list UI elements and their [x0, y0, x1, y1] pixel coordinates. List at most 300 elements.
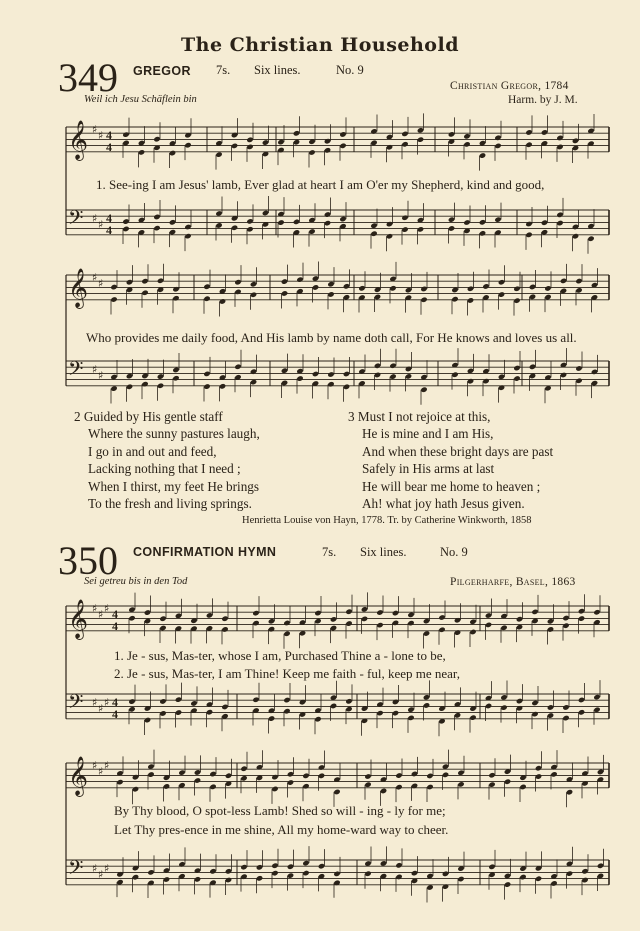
sharp-icon: ♯ [98, 218, 104, 231]
note-head [271, 862, 278, 868]
note-head [268, 626, 275, 632]
note-head [293, 219, 300, 225]
note-head [250, 281, 257, 287]
note-head [392, 610, 399, 616]
note-head [575, 278, 582, 284]
time-signature: 4 [112, 619, 118, 633]
note-head [547, 704, 554, 710]
note-head [132, 786, 139, 792]
note-head [141, 290, 148, 296]
note-head [206, 709, 213, 715]
note-head [376, 622, 383, 628]
note-head [126, 373, 133, 379]
note-head [194, 769, 201, 775]
note-head [547, 712, 554, 718]
note-head [535, 773, 542, 779]
note-head [395, 862, 402, 868]
note-head [407, 715, 414, 721]
tune-name-349: GREGOR [133, 64, 191, 78]
note-head [370, 128, 377, 134]
note-head [500, 625, 507, 631]
note-head [361, 606, 368, 612]
time-signature: 4 [112, 707, 118, 721]
note-head [581, 868, 588, 874]
number-label-350: No. 9 [440, 545, 468, 559]
note-head [262, 139, 269, 145]
note-head [293, 139, 300, 145]
verse-line: Ah! what joy hath Jesus given. [362, 496, 525, 512]
note-head [330, 616, 337, 622]
verse-line: And when these bright days are past [362, 443, 554, 459]
note-head [488, 864, 495, 870]
note-head [547, 626, 554, 632]
note-head [386, 233, 393, 239]
note-head [281, 380, 288, 386]
note-head [442, 772, 449, 778]
note-head [268, 618, 275, 624]
hymn-number-349: 349 [58, 55, 118, 100]
sharp-icon: ♯ [98, 608, 104, 621]
sharp-icon: ♯ [92, 862, 98, 875]
sharp-icon: ♯ [104, 696, 110, 709]
note-head [463, 219, 470, 225]
note-head [159, 698, 166, 704]
note-head [581, 877, 588, 883]
note-head [296, 375, 303, 381]
note-head [457, 781, 464, 787]
note-head [531, 609, 538, 615]
note-head [560, 288, 567, 294]
verse-line: Where the sunny pastures laugh, [88, 426, 260, 442]
note-head [531, 700, 538, 706]
note-head [541, 129, 548, 135]
note-head [293, 130, 300, 136]
note-head [420, 297, 427, 303]
note-head [221, 626, 228, 632]
sharp-icon: ♯ [104, 602, 110, 615]
note-head [240, 864, 247, 870]
lines-350: Six lines. [360, 545, 407, 559]
note-head [221, 704, 228, 710]
note-head [454, 712, 461, 718]
note-head [593, 707, 600, 713]
note-head [597, 769, 604, 775]
verse-line: To the fresh and living springs. [88, 496, 252, 512]
note-head [268, 715, 275, 721]
note-head [454, 629, 461, 635]
note-head [513, 297, 520, 303]
note-head [479, 152, 486, 158]
treble-clef-icon: 𝄞 [68, 756, 89, 796]
lyric-350-1b: 2. Je - sus, Mas-ter, I am Thine! Keep me faith - ful, keep me near, [114, 666, 460, 681]
note-head [240, 775, 247, 781]
note-head [343, 371, 350, 377]
note-head [110, 385, 117, 391]
note-head [312, 284, 319, 290]
note-head [525, 129, 532, 135]
sharp-icon: ♯ [98, 277, 104, 290]
note-head [287, 872, 294, 878]
note-head [556, 212, 563, 218]
note-head [157, 278, 164, 284]
note-head [215, 151, 222, 157]
verse-line: Lacking nothing that I need ; [88, 461, 241, 477]
bass-clef-icon: 𝄢 [68, 856, 84, 884]
number-label-349: No. 9 [336, 63, 364, 77]
time-signature: 4 [112, 695, 118, 709]
time-signature: 4 [106, 223, 112, 237]
note-head [451, 296, 458, 302]
note-head [147, 869, 154, 875]
note-head [485, 703, 492, 709]
note-head [500, 694, 507, 700]
note-head [361, 616, 368, 622]
note-head [178, 769, 185, 775]
note-head [364, 773, 371, 779]
note-head [231, 225, 238, 231]
note-head [392, 710, 399, 716]
note-head [144, 609, 151, 615]
note-head [562, 622, 569, 628]
note-head [287, 863, 294, 869]
note-head [380, 860, 387, 866]
note-head [203, 283, 210, 289]
note-head [572, 233, 579, 239]
note-head [215, 210, 222, 216]
note-head [401, 226, 408, 232]
note-head [451, 371, 458, 377]
note-head [498, 374, 505, 380]
credit-349: Henrietta Louise von Hayn, 1778. Tr. by Catherine Winkworth, 1858 [242, 515, 532, 526]
note-head [234, 364, 241, 370]
note-head [246, 226, 253, 232]
note-head [525, 232, 532, 238]
note-head [116, 779, 123, 785]
note-head [343, 283, 350, 289]
note-head [525, 221, 532, 227]
note-head [469, 629, 476, 635]
note-head [392, 620, 399, 626]
note-head [246, 144, 253, 150]
note-head [529, 294, 536, 300]
sharp-icon: ♯ [104, 759, 110, 772]
note-head [225, 773, 232, 779]
meter-349: 7s. [216, 63, 231, 77]
note-head [141, 381, 148, 387]
note-head [426, 773, 433, 779]
note-head [172, 295, 179, 301]
note-head [566, 789, 573, 795]
note-head [339, 143, 346, 149]
note-head [467, 297, 474, 303]
note-head [482, 283, 489, 289]
note-head [401, 131, 408, 137]
note-head [575, 287, 582, 293]
note-head [225, 877, 232, 883]
note-head [395, 784, 402, 790]
note-head [498, 291, 505, 297]
note-head [256, 864, 263, 870]
treble-clef-icon: 𝄞 [68, 268, 89, 308]
note-head [562, 704, 569, 710]
note-head [271, 870, 278, 876]
verse-line: 2 Guided by His gentle staff [74, 409, 223, 424]
sharp-icon: ♯ [92, 212, 98, 225]
note-head [324, 147, 331, 153]
note-head [488, 772, 495, 778]
note-head [448, 225, 455, 231]
note-head [423, 702, 430, 708]
note-head [345, 620, 352, 626]
note-head [376, 609, 383, 615]
note-head [494, 216, 501, 222]
note-head [302, 870, 309, 876]
sharp-icon: ♯ [98, 868, 104, 881]
harm-349: Harm. by J. M. [508, 94, 578, 106]
note-head [401, 215, 408, 221]
note-head [556, 144, 563, 150]
note-head [556, 135, 563, 141]
note-head [389, 363, 396, 369]
note-head [407, 706, 414, 712]
note-head [370, 140, 377, 146]
note-head [163, 783, 170, 789]
note-head [256, 875, 263, 881]
note-head [463, 133, 470, 139]
bass-clef-icon: 𝄢 [68, 206, 84, 234]
note-head [513, 286, 520, 292]
note-head [544, 294, 551, 300]
note-head [240, 765, 247, 771]
note-head [194, 876, 201, 882]
sharp-icon: ♯ [98, 129, 104, 142]
note-head [467, 378, 474, 384]
sharp-icon: ♯ [92, 271, 98, 284]
note-head [405, 287, 412, 293]
note-head [420, 286, 427, 292]
note-head [203, 383, 210, 389]
note-head [144, 717, 151, 723]
note-head [392, 699, 399, 705]
note-head [324, 220, 331, 226]
note-head [128, 615, 135, 621]
note-head [485, 622, 492, 628]
note-head [374, 294, 381, 300]
sharp-icon: ♯ [98, 702, 104, 715]
note-head [283, 631, 290, 637]
note-head [330, 625, 337, 631]
note-head [438, 614, 445, 620]
note-head [575, 378, 582, 384]
note-head [386, 221, 393, 227]
note-head [277, 147, 284, 153]
note-head [250, 368, 257, 374]
note-head [283, 697, 290, 703]
note-head [389, 373, 396, 379]
note-head [535, 765, 542, 771]
lyric-349-line-2: Who provides me daily food, And His lamb by name doth call, For He knows and loves us all. [86, 330, 577, 345]
note-head [550, 880, 557, 886]
note-head [457, 876, 464, 882]
hymn-number-350: 350 [58, 538, 118, 583]
note-head [591, 369, 598, 375]
note-head [448, 131, 455, 137]
note-head [333, 789, 340, 795]
note-head [163, 876, 170, 882]
note-head [423, 694, 430, 700]
note-head [172, 375, 179, 381]
verse-line: 3 Must I not rejoice at this, [348, 409, 491, 424]
note-head [479, 230, 486, 236]
note-head [157, 383, 164, 389]
note-head [513, 365, 520, 371]
note-head [318, 863, 325, 869]
note-head [560, 372, 567, 378]
note-head [132, 774, 139, 780]
note-head [426, 784, 433, 790]
note-head [324, 211, 331, 217]
note-head [246, 218, 253, 224]
note-head [376, 710, 383, 716]
note-head [252, 697, 259, 703]
note-head [541, 219, 548, 225]
note-head [547, 618, 554, 624]
note-head [401, 141, 408, 147]
note-head [194, 777, 201, 783]
note-head [417, 127, 424, 133]
note-head [246, 137, 253, 143]
note-head [318, 773, 325, 779]
note-head [169, 219, 176, 225]
note-head [395, 874, 402, 880]
tune-name-350: CONFIRMATION HYMN [133, 545, 277, 559]
note-head [302, 773, 309, 779]
note-head [529, 284, 536, 290]
note-head [488, 781, 495, 787]
note-head [562, 715, 569, 721]
note-head [184, 224, 191, 230]
note-head [333, 871, 340, 877]
note-head [234, 289, 241, 295]
note-head [339, 216, 346, 222]
note-head [169, 150, 176, 156]
note-head [184, 142, 191, 148]
note-head [448, 216, 455, 222]
note-head [407, 620, 414, 626]
note-head [504, 778, 511, 784]
note-head [225, 868, 232, 874]
note-head [482, 378, 489, 384]
note-head [308, 149, 315, 155]
note-head [420, 386, 427, 392]
note-head [327, 371, 334, 377]
composer-349: Christian Gregor, 1784 [450, 80, 569, 92]
note-head [271, 774, 278, 780]
note-head [494, 143, 501, 149]
note-head [159, 710, 166, 716]
note-head [252, 610, 259, 616]
note-head [535, 876, 542, 882]
note-head [395, 772, 402, 778]
note-head [578, 697, 585, 703]
note-head [138, 149, 145, 155]
note-head [513, 375, 520, 381]
note-head [122, 131, 129, 137]
note-head [463, 141, 470, 147]
note-head [203, 295, 210, 301]
note-head [442, 871, 449, 877]
note-head [479, 219, 486, 225]
note-head [327, 281, 334, 287]
note-head [405, 373, 412, 379]
note-head [516, 616, 523, 622]
note-head [153, 214, 160, 220]
note-head [206, 612, 213, 618]
note-head [190, 700, 197, 706]
note-head [370, 222, 377, 228]
verse-line: Safely in His arms at last [362, 461, 495, 477]
note-head [374, 363, 381, 369]
note-head [327, 291, 334, 297]
note-head [386, 144, 393, 150]
verse-line: I go in and out and feed, [88, 443, 217, 459]
note-head [438, 627, 445, 633]
note-head [423, 630, 430, 636]
note-head [578, 608, 585, 614]
note-head [469, 619, 476, 625]
note-head [578, 709, 585, 715]
time-signature: 4 [106, 128, 112, 142]
meter-350: 7s. [322, 545, 337, 559]
note-head [560, 278, 567, 284]
note-head [581, 780, 588, 786]
note-head [587, 235, 594, 241]
note-head [504, 881, 511, 887]
note-head [147, 771, 154, 777]
sharp-icon: ♯ [104, 862, 110, 875]
time-signature: 4 [112, 607, 118, 621]
note-head [209, 784, 216, 790]
note-head [531, 711, 538, 717]
note-head [132, 874, 139, 880]
note-head [389, 285, 396, 291]
page-header: The Christian Household [181, 34, 459, 56]
note-head [529, 364, 536, 370]
note-head [345, 706, 352, 712]
sharp-icon: ♯ [98, 765, 104, 778]
note-head [314, 610, 321, 616]
note-head [411, 771, 418, 777]
note-head [153, 136, 160, 142]
note-head [157, 373, 164, 379]
treble-clef-icon: 𝄞 [68, 599, 89, 639]
note-head [159, 615, 166, 621]
note-head [287, 779, 294, 785]
note-head [469, 714, 476, 720]
note-head [314, 716, 321, 722]
note-head [467, 286, 474, 292]
note-head [110, 296, 117, 302]
note-head [209, 868, 216, 874]
note-head [516, 698, 523, 704]
note-head [327, 381, 334, 387]
note-head [184, 233, 191, 239]
note-head [302, 783, 309, 789]
note-head [417, 226, 424, 232]
note-head [153, 225, 160, 231]
note-head [358, 285, 365, 291]
note-head [593, 694, 600, 700]
